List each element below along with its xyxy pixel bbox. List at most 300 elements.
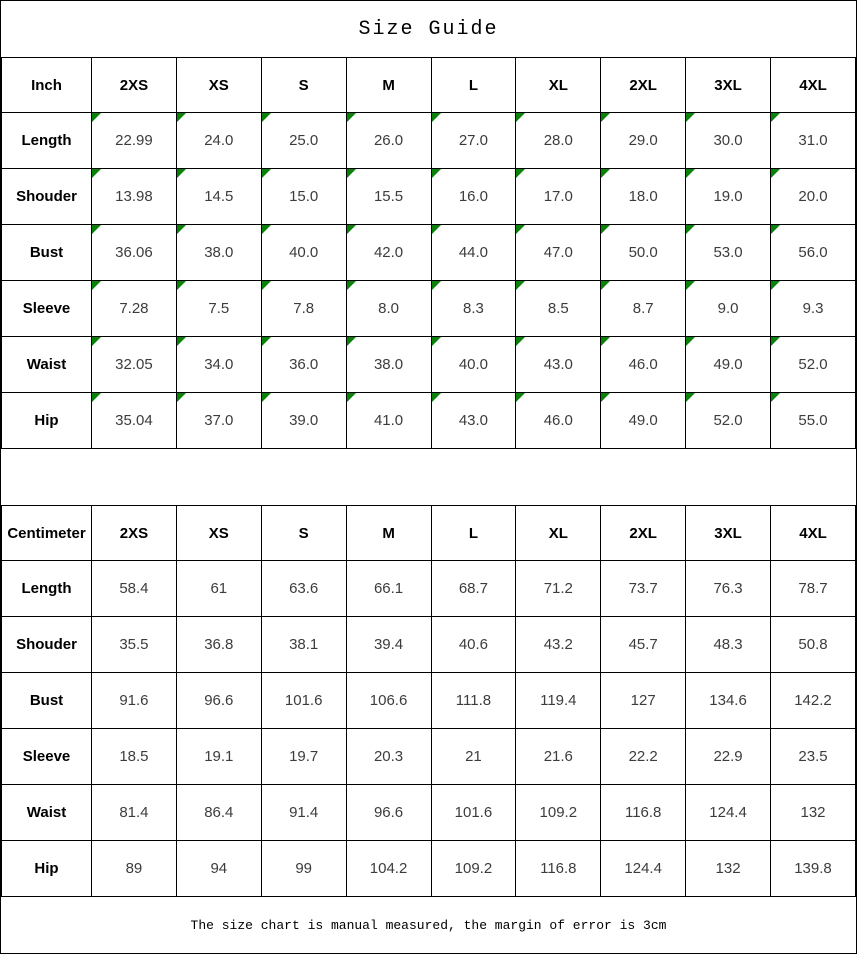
size-value: 46.0 [628,355,658,373]
size-value: 40.6 [458,635,489,653]
size-value-cell [516,617,601,673]
size-value-cell [516,337,601,393]
size-value-cell [516,729,601,785]
size-value: 66.1 [373,579,404,597]
size-value-cell [346,225,431,281]
corner-marker-icon [516,393,525,402]
size-value: 49.0 [713,355,743,373]
size-value-cell [431,113,516,169]
corner-marker-icon [516,113,525,122]
size-value-cell [686,785,771,841]
size-value: 38.0 [204,243,234,261]
size-value: 19.0 [713,187,743,205]
size-value-cell [176,561,261,617]
size-value-cell [431,785,516,841]
corner-marker-icon [177,169,186,178]
size-value-cell [92,393,177,449]
size-value: 22.99 [115,131,153,149]
corner-marker-icon [771,393,780,402]
size-value: 116.8 [624,803,662,821]
size-column-header: 3XL [686,58,771,113]
size-value: 23.5 [798,747,828,765]
corner-marker-icon [686,113,695,122]
size-value: 78.7 [798,579,828,597]
corner-marker-icon [601,113,610,122]
corner-marker-icon [516,169,525,178]
size-value-cell [261,785,346,841]
corner-marker-icon [347,225,356,234]
size-value: 20.3 [373,747,404,765]
size-value-cell [601,113,686,169]
size-value-cell [516,393,601,449]
size-value: 56.0 [798,243,828,261]
measure-row-label: Bust [2,225,92,281]
corner-marker-icon [771,225,780,234]
size-value-cell [176,169,261,225]
size-value: 40.0 [458,355,489,373]
measure-row-label: Length [2,113,92,169]
corner-marker-icon [771,169,780,178]
corner-marker-icon [432,281,441,290]
size-column-header: S [261,58,346,113]
size-value-cell [261,561,346,617]
size-value: 109.2 [454,859,493,877]
size-value-cell [431,337,516,393]
size-value-cell [771,225,856,281]
measure-row-label: Sleeve [2,281,92,337]
corner-marker-icon [262,393,271,402]
corner-marker-icon [92,113,101,122]
table-row [2,393,856,449]
size-value: 96.6 [373,803,404,821]
corner-marker-icon [516,281,525,290]
size-value: 91.4 [289,803,319,821]
corner-marker-icon [601,225,610,234]
corner-marker-icon [432,169,441,178]
size-value: 32.05 [115,355,153,373]
size-value: 30.0 [713,131,743,149]
table-row [2,841,856,897]
size-value-cell [771,561,856,617]
measure-row-label: Shouder [2,617,92,673]
corner-marker-icon [177,393,186,402]
unit-label: Centimeter [2,506,92,561]
size-value: 15.5 [373,187,404,205]
size-column-header: 3XL [686,506,771,561]
size-value-cell [346,617,431,673]
corner-marker-icon [262,281,271,290]
size-value-cell [431,617,516,673]
size-value-cell [601,393,686,449]
size-value-cell [601,785,686,841]
size-column-header: 2XS [92,58,177,113]
size-value-cell [686,281,771,337]
size-value-cell [516,113,601,169]
size-value-cell [686,617,771,673]
corner-marker-icon [432,393,441,402]
size-value-cell [771,169,856,225]
size-value-cell [92,841,177,897]
size-value: 8.7 [632,299,654,317]
size-value: 106.6 [369,691,408,709]
size-value-cell [346,841,431,897]
measure-row-label: Waist [2,785,92,841]
size-value-cell [261,113,346,169]
size-value: 27.0 [458,131,489,149]
size-value: 9.3 [802,299,824,317]
size-value: 111.8 [455,691,492,709]
size-value: 96.6 [204,691,234,709]
size-value: 45.7 [628,635,658,653]
size-value: 81.4 [119,803,149,821]
size-value: 124.4 [709,803,747,821]
size-value-cell [261,729,346,785]
size-value: 36.0 [289,355,319,373]
size-value: 50.8 [798,635,828,653]
measure-row-label: Hip [2,393,92,449]
size-column-header: 2XS [92,506,177,561]
size-value: 132 [800,803,826,821]
size-value-cell [771,113,856,169]
size-value: 89 [125,859,143,877]
measure-row-label: Bust [2,673,92,729]
size-column-header: 2XL [601,58,686,113]
corner-marker-icon [347,337,356,346]
corner-marker-icon [686,169,695,178]
corner-marker-icon [601,281,610,290]
size-value: 29.0 [628,131,658,149]
size-value: 7.28 [119,299,149,317]
size-value: 139.8 [794,859,832,877]
inch-table [1,57,856,449]
size-value-cell [516,673,601,729]
size-value-cell [601,337,686,393]
size-value-cell [771,337,856,393]
size-value: 124.4 [624,859,662,877]
size-column-header: M [346,58,431,113]
corner-marker-icon [516,225,525,234]
corner-marker-icon [347,281,356,290]
table-row [2,281,856,337]
size-value: 132 [715,859,741,877]
size-value-cell [261,281,346,337]
size-value: 50.0 [628,243,658,261]
size-value-cell [431,561,516,617]
size-value-cell [346,729,431,785]
size-value-cell [176,673,261,729]
size-value: 28.0 [543,131,573,149]
size-value: 134.6 [709,691,747,709]
size-value: 37.0 [204,411,234,429]
corner-marker-icon [516,337,525,346]
size-value: 52.0 [798,355,828,373]
corner-marker-icon [771,281,780,290]
size-value-cell [92,169,177,225]
corner-marker-icon [347,393,356,402]
size-value-cell [261,225,346,281]
size-value: 47.0 [543,243,573,261]
size-value-cell [601,673,686,729]
size-column-header: 4XL [771,506,856,561]
size-value-cell [771,729,856,785]
corner-marker-icon [177,337,186,346]
size-value: 73.7 [628,579,658,597]
size-value: 38.1 [289,635,319,653]
corner-marker-icon [601,169,610,178]
size-column-header: M [346,506,431,561]
measure-row-label: Length [2,561,92,617]
size-value-cell [686,729,771,785]
size-value: 38.0 [373,355,404,373]
size-value: 34.0 [204,355,234,373]
size-value-cell [686,393,771,449]
size-value: 9.0 [717,299,739,317]
corner-marker-icon [686,337,695,346]
size-value-cell [771,617,856,673]
size-value-cell [686,169,771,225]
corner-marker-icon [347,169,356,178]
size-value-cell [92,617,177,673]
size-value: 68.7 [458,579,489,597]
size-value-cell [346,281,431,337]
size-column-header: XS [176,58,261,113]
measure-row-label: Sleeve [2,729,92,785]
corner-marker-icon [771,113,780,122]
table-row [2,113,856,169]
size-value: 36.06 [115,243,153,261]
size-value-cell [346,561,431,617]
table-row [2,673,856,729]
size-value-cell [601,617,686,673]
corner-marker-icon [347,113,356,122]
size-value: 43.2 [543,635,573,653]
size-value: 7.8 [293,299,315,317]
size-value-cell [516,225,601,281]
size-value-cell [92,113,177,169]
size-value-cell [771,281,856,337]
size-value: 8.5 [547,299,569,317]
size-value: 49.0 [628,411,658,429]
table-row [2,729,856,785]
size-column-header: L [431,58,516,113]
size-value-cell [176,785,261,841]
size-value-cell [516,169,601,225]
size-value: 127 [630,691,656,709]
size-value-cell [92,729,177,785]
table-row [2,785,856,841]
size-value: 99 [295,859,313,877]
size-value: 15.0 [289,187,319,205]
size-value-cell [771,673,856,729]
size-column-header: S [261,506,346,561]
size-value: 36.8 [204,635,234,653]
size-value-cell [92,561,177,617]
unit-label: Inch [2,58,92,113]
size-value: 16.0 [458,187,489,205]
corner-marker-icon [262,337,271,346]
size-value: 63.6 [289,579,319,597]
size-value-cell [686,225,771,281]
spacer-row [1,449,856,505]
size-value-cell [686,673,771,729]
table-row [2,561,856,617]
size-column-header: XS [176,506,261,561]
corner-marker-icon [432,113,441,122]
size-value-cell [261,169,346,225]
size-value: 39.0 [289,411,319,429]
size-value: 13.98 [115,187,153,205]
size-value: 76.3 [713,579,743,597]
size-value: 24.0 [204,131,234,149]
size-value-cell [92,785,177,841]
size-value-cell [771,785,856,841]
corner-marker-icon [686,393,695,402]
size-value: 35.5 [119,635,149,653]
size-value: 86.4 [204,803,234,821]
size-value: 7.5 [208,299,230,317]
size-value-cell [431,729,516,785]
size-value-cell [516,785,601,841]
size-value: 94 [210,859,228,877]
size-value: 35.04 [115,411,153,429]
size-value-cell [92,337,177,393]
corner-marker-icon [177,113,186,122]
corner-marker-icon [601,393,610,402]
corner-marker-icon [262,113,271,122]
corner-marker-icon [92,281,101,290]
size-value: 91.6 [119,691,149,709]
size-value: 22.2 [628,747,658,765]
size-value-cell [261,337,346,393]
corner-marker-icon [177,225,186,234]
size-value: 20.0 [798,187,828,205]
corner-marker-icon [92,393,101,402]
footer-note: The size chart is manual measured, the margin of error is 3cm [190,917,667,933]
size-column-header: 4XL [771,58,856,113]
centimeter-table [1,505,856,897]
size-value-cell [176,393,261,449]
size-value: 22.9 [713,747,743,765]
corner-marker-icon [262,169,271,178]
size-value-cell [346,169,431,225]
measure-row-label: Hip [2,841,92,897]
size-value: 43.0 [458,411,489,429]
size-value-cell [261,393,346,449]
size-value-cell [176,841,261,897]
size-value-cell [601,841,686,897]
size-value: 19.1 [204,747,234,765]
size-value-cell [686,841,771,897]
corner-marker-icon [92,225,101,234]
size-value: 31.0 [798,131,828,149]
size-value-cell [771,393,856,449]
size-value: 8.3 [463,299,484,317]
size-value: 41.0 [373,411,404,429]
corner-marker-icon [686,225,695,234]
size-value: 109.2 [539,803,578,821]
size-value: 142.2 [794,691,832,709]
table-row [2,337,856,393]
corner-marker-icon [92,169,101,178]
size-value-cell [601,225,686,281]
size-value-cell [686,561,771,617]
corner-marker-icon [686,281,695,290]
size-value-cell [516,841,601,897]
table-row [2,169,856,225]
size-value-cell [176,281,261,337]
size-value-cell [516,561,601,617]
size-value-cell [176,617,261,673]
size-value: 101.6 [454,803,493,821]
size-value-cell [176,729,261,785]
size-value: 14.5 [204,187,234,205]
size-value: 39.4 [373,635,404,653]
size-column-header: 2XL [601,506,686,561]
corner-marker-icon [432,225,441,234]
page-title: Size Guide [358,17,499,41]
size-value-cell [346,337,431,393]
size-value: 58.4 [119,579,149,597]
size-value-cell [601,561,686,617]
size-value-cell [516,281,601,337]
size-value-cell [92,673,177,729]
size-value-cell [346,113,431,169]
size-value-cell [346,785,431,841]
size-value: 18.5 [119,747,149,765]
size-value-cell [771,841,856,897]
size-value-cell [431,281,516,337]
size-value: 25.0 [289,131,319,149]
size-value-cell [92,281,177,337]
size-value-cell [176,337,261,393]
size-value: 46.0 [543,411,573,429]
size-value-cell [176,113,261,169]
size-value-cell [686,337,771,393]
corner-marker-icon [177,281,186,290]
size-value: 61 [210,579,228,597]
size-value: 52.0 [713,411,743,429]
size-value-cell [346,393,431,449]
size-value: 19.7 [289,747,319,765]
size-value: 44.0 [458,243,489,261]
size-value: 21.6 [543,747,573,765]
size-value: 40.0 [289,243,319,261]
size-value-cell [601,281,686,337]
size-value-cell [601,169,686,225]
size-value-cell [261,617,346,673]
size-value: 116.8 [540,859,577,877]
measure-row-label: Shouder [2,169,92,225]
size-value: 55.0 [798,411,828,429]
size-column-header: XL [516,506,601,561]
size-value: 18.0 [628,187,658,205]
corner-marker-icon [262,225,271,234]
size-value: 104.2 [369,859,408,877]
corner-marker-icon [601,337,610,346]
table-row [2,617,856,673]
size-value-cell [261,673,346,729]
size-value: 71.2 [543,579,573,597]
size-value-cell [261,841,346,897]
size-value-cell [601,729,686,785]
size-value-cell [431,225,516,281]
size-value-cell [346,673,431,729]
size-value-cell [176,225,261,281]
measure-row-label: Waist [2,337,92,393]
size-value-cell [431,169,516,225]
size-value: 8.0 [378,299,399,317]
size-value-cell [431,393,516,449]
